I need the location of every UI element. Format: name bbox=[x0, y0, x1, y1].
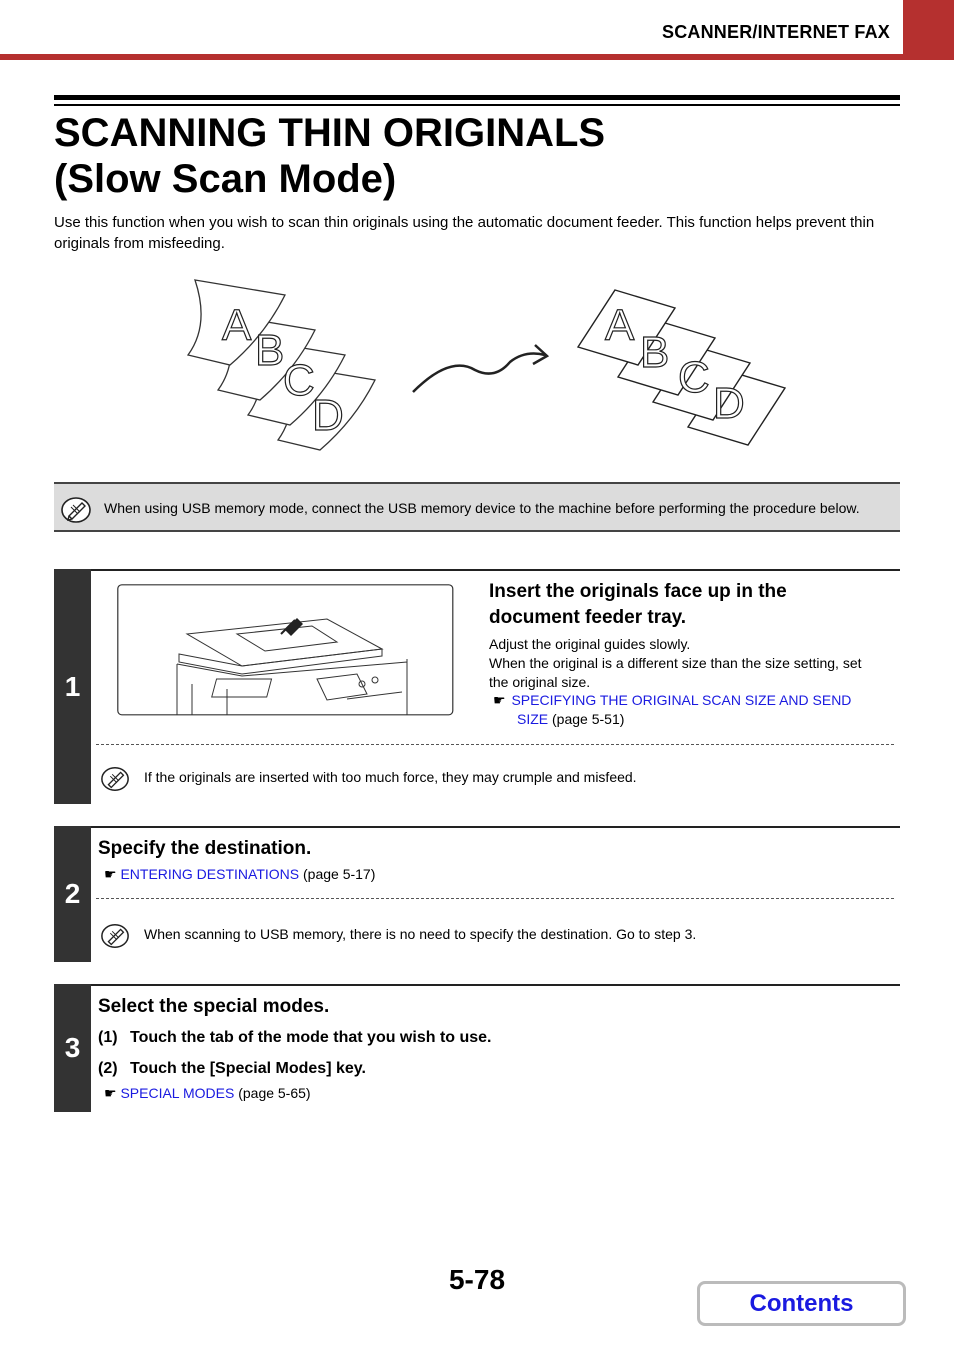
illus-letter-c-left: C bbox=[283, 356, 315, 405]
page-title-line-2: (Slow Scan Mode) bbox=[54, 157, 397, 201]
step-2-note: When scanning to USB memory, there is no need to specify the destination. Go to step 3. bbox=[144, 926, 697, 942]
document-feeder-illustration bbox=[117, 584, 454, 716]
step-3-substep-1-text: Touch the tab of the mode that you wish to use. bbox=[130, 1029, 492, 1046]
illus-letter-c-right: C bbox=[678, 353, 710, 402]
pointing-hand-icon: ☛ bbox=[493, 692, 506, 708]
header-accent-line bbox=[0, 54, 954, 60]
illus-letter-d-right: D bbox=[713, 379, 745, 428]
step-3-number bbox=[54, 984, 91, 1112]
step-1-top-rule bbox=[91, 569, 900, 571]
step-2-divider bbox=[96, 898, 894, 899]
step-3-substep-2-number: (2) bbox=[98, 1060, 118, 1077]
step-1-body-line-1: Adjust the original guides slowly. bbox=[489, 636, 691, 652]
section-title: SCANNER/INTERNET FAX bbox=[661, 22, 890, 42]
header-accent-tab bbox=[903, 0, 954, 56]
page-title bbox=[54, 110, 605, 202]
step-3-substep-1-number: (1) bbox=[98, 1029, 118, 1046]
intro-paragraph: Use this function when you wish to scan thin originals using the automatic document feeder. This function helps prevent thin originals from misfeeding. bbox=[54, 214, 875, 252]
illus-letter-b-left: B bbox=[255, 326, 285, 375]
illus-letter-a-right: A bbox=[605, 301, 635, 350]
pointing-hand-icon: ☛ bbox=[104, 866, 117, 882]
illus-letter-d-left: D bbox=[312, 391, 344, 440]
step-1-link-page: (page 5-51) bbox=[552, 711, 625, 727]
flow-arrow bbox=[413, 354, 545, 392]
contents-button[interactable] bbox=[697, 1281, 906, 1326]
step-1-heading-line-2: document feeder tray. bbox=[489, 607, 687, 628]
step-1-note: If the originals are inserted with too much force, they may crumple and misfeed. bbox=[144, 769, 637, 785]
step-1-body-line-2: When the original is a different size than the size setting, set bbox=[489, 655, 862, 671]
pencil-note-icon bbox=[100, 764, 130, 794]
step-1-reference bbox=[493, 691, 893, 729]
illus-letter-a-left: A bbox=[222, 301, 252, 350]
step-3-substep-1 bbox=[98, 1029, 492, 1047]
page-number: 5-78 bbox=[448, 1264, 506, 1295]
step-3-top-rule bbox=[91, 984, 900, 986]
step-2-reference bbox=[104, 865, 375, 884]
step-1-divider bbox=[96, 744, 894, 745]
page-title-line-1: SCANNING THIN ORIGINALS bbox=[54, 111, 606, 155]
step-2-heading: Specify the destination. bbox=[98, 838, 312, 859]
step-1-number-text: 1 bbox=[64, 670, 81, 702]
pencil-note-icon bbox=[100, 921, 130, 951]
step-2-link-page: (page 5-17) bbox=[303, 866, 376, 882]
step-3-substep-2-text: Touch the [Special Modes] key. bbox=[130, 1060, 366, 1077]
pointing-hand-icon: ☛ bbox=[104, 1085, 117, 1101]
title-rule-thin bbox=[54, 104, 900, 106]
step-2-number bbox=[54, 826, 91, 962]
step-3-heading: Select the special modes. bbox=[98, 996, 330, 1017]
step-3-reference bbox=[104, 1084, 311, 1103]
usb-memory-note-text: When using USB memory mode, connect the USB memory device to the machine before performing the procedure below. bbox=[104, 500, 860, 516]
step-2-number-text: 2 bbox=[64, 878, 81, 909]
step-1-body-line-3: the original size. bbox=[489, 674, 591, 690]
link-specifying-original-scan-size[interactable]: SPECIFYING THE ORIGINAL SCAN SIZE AND SEND bbox=[511, 692, 852, 708]
step-1-heading-line-1: Insert the originals face up in the bbox=[489, 581, 787, 602]
step-1-number bbox=[54, 569, 91, 804]
step-1-heading bbox=[489, 579, 889, 631]
step-2-top-rule bbox=[91, 826, 900, 828]
link-special-modes[interactable]: SPECIAL MODES bbox=[120, 1085, 235, 1101]
link-specifying-original-scan-size-cont[interactable]: SIZE bbox=[517, 711, 549, 727]
thin-originals-illustration bbox=[150, 270, 800, 460]
step-3-number-text: 3 bbox=[64, 1032, 81, 1063]
illus-letter-b-right: B bbox=[640, 328, 670, 377]
link-entering-destinations[interactable]: ENTERING DESTINATIONS bbox=[120, 866, 300, 882]
step-3-link-page: (page 5-65) bbox=[238, 1085, 311, 1101]
usb-memory-note bbox=[54, 482, 900, 532]
step-3-substep-2 bbox=[98, 1060, 366, 1078]
pencil-note-icon bbox=[60, 496, 92, 524]
contents-button-label: Contents bbox=[749, 1289, 854, 1317]
step-1-body bbox=[489, 635, 889, 692]
title-rule-thick bbox=[54, 95, 900, 100]
